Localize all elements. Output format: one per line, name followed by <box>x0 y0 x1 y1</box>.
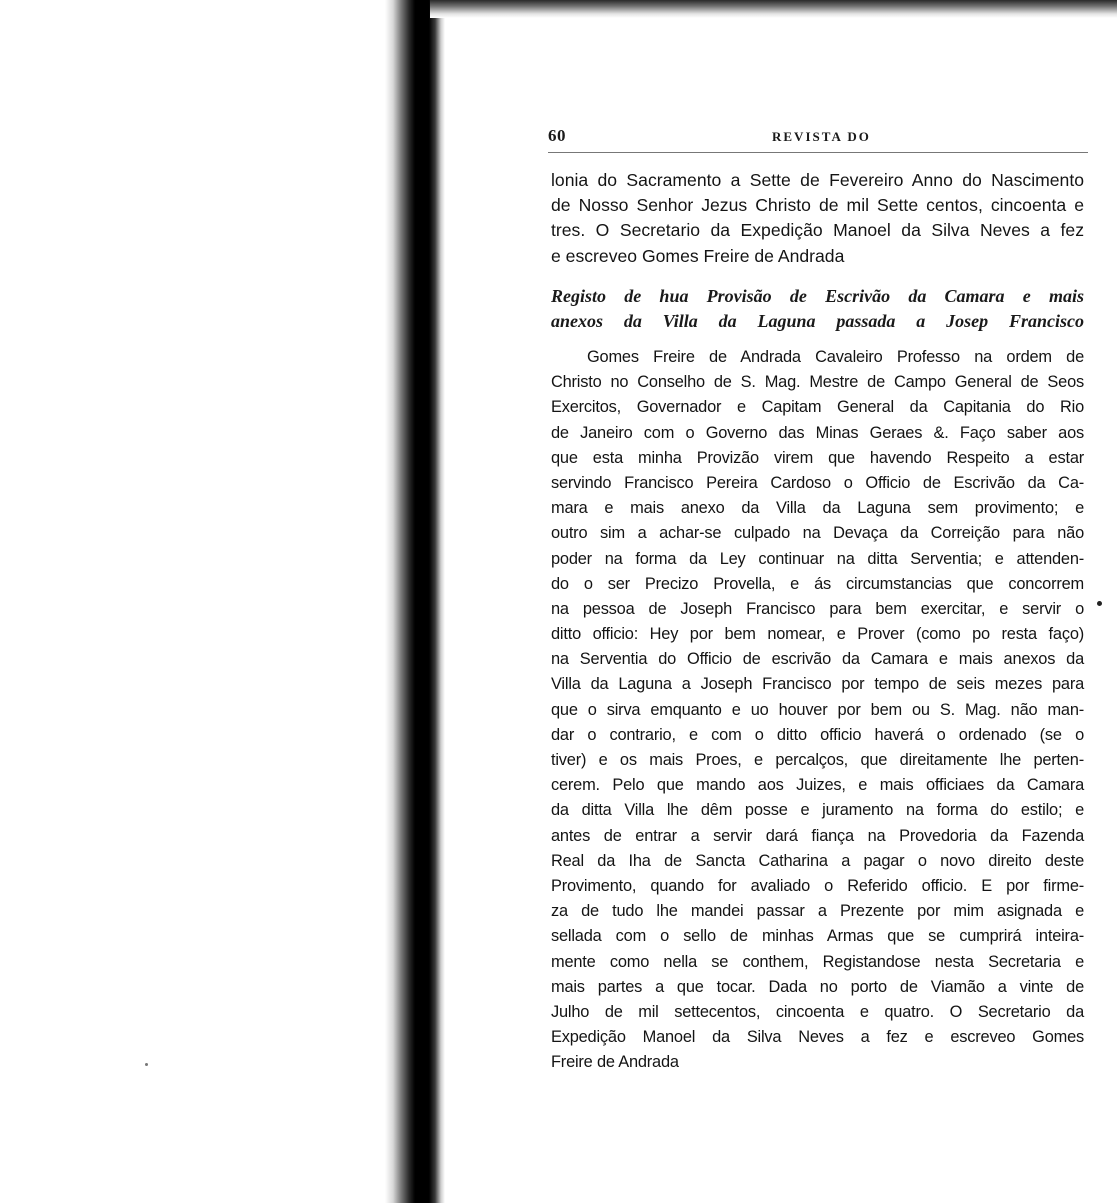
text-line: tres. O Secretario da Expedição Manoel da Silva Neves a fez <box>551 220 1084 241</box>
title-line: anexos da Villa da Laguna passada a Josep Francisco <box>551 311 1084 332</box>
text-line: za de tudo lhe mandei passar a Prezente por mim asignada e <box>551 902 1084 921</box>
section-title <box>551 284 1084 334</box>
text-line: de Janeiro com o Governo das Minas Geraes &. Faço saber aos <box>551 423 1084 442</box>
page-number: 60 <box>548 126 566 145</box>
body-paragraph <box>551 345 1084 1075</box>
text-line: outro sim a achar-se culpado na Devaça da Correição para não <box>551 524 1084 543</box>
text-line: Provimento, quando for avaliado o Referido officio. E por firme- <box>551 876 1084 895</box>
text-line: Exercitos, Governador e Capitam General da Capitania do Rio <box>551 398 1084 417</box>
text-line: antes de entrar a servir dará fiança na Provedoria da Fazenda <box>551 826 1084 845</box>
text-line: tiver) e os mais Proes, e percalços, que direitamente lhe perten- <box>551 751 1084 769</box>
text-line: sellada com o sello de minhas Armas que se cumprirá inteira- <box>551 927 1084 946</box>
text-line: Expedição Manoel da Silva Neves a fez e escreveo Gomes <box>551 1028 1084 1047</box>
opening-paragraph <box>551 168 1084 269</box>
text-line: que esta minha Provizão virem que havendo Respeito a estar <box>551 448 1084 467</box>
text-line: da ditta Villa lhe dêm posse e juramento na forma do estilo; e <box>551 801 1084 820</box>
dust-speck <box>145 1063 148 1066</box>
margin-mark <box>1097 601 1102 606</box>
running-head: REVISTA DO <box>772 129 871 144</box>
text-line: mente como nella se conthem, Registandose nesta Secretaria e <box>551 952 1084 971</box>
text-line: cerem. Pelo que mando aos Juizes, e mais officiaes da Camara <box>551 776 1084 795</box>
text-line: lonia do Sacramento a Sette de Fevereiro Anno do Nascimento <box>551 170 1084 190</box>
page-header <box>548 124 1088 153</box>
text-line: Christo no Conselho de S. Mag. Mestre de Campo General de Seos <box>551 373 1084 392</box>
text-line: que o sirva emquanto e uo houver por bem ou S. Mag. não man- <box>551 700 1084 719</box>
book-spine-shadow <box>385 0 445 1203</box>
text-line: Julho de mil settecentos, cincoenta e quatro. O Secretario da <box>551 1002 1084 1021</box>
page-top-shadow <box>430 0 1117 18</box>
text-line: na Serventia do Officio de escrivão da Camara e mais anexos da <box>551 650 1084 669</box>
text-line: Real da Iha de Sancta Catharina a pagar o novo direito deste <box>551 851 1084 870</box>
text-line: na pessoa de Joseph Francisco para bem exercitar, e servir o <box>551 599 1084 618</box>
text-line: de Nosso Senhor Jezus Christo de mil Sette centos, cincoenta e <box>551 195 1084 216</box>
text-line: do o ser Precizo Provella, e ás circumstancias que concorrem <box>551 574 1084 593</box>
title-line: Registo de hua Provisão de Escrivão da Camara e mais <box>551 286 1084 306</box>
text-line: mais partes a que tocar. Dada no porto de Viamão a vinte de <box>551 977 1084 996</box>
text-line: mara e mais anexo da Villa da Laguna sem provimento; e <box>551 499 1084 518</box>
text-line: Villa da Laguna a Joseph Francisco por tempo de seis mezes para <box>551 675 1084 694</box>
text-line: poder na forma da Ley continuar na ditta Serventia; e attenden- <box>551 549 1084 568</box>
text-line: e escreveo Gomes Freire de Andrada <box>551 245 845 266</box>
text-line: ditto officio: Hey por bem nomear, e Prover (como po resta faço) <box>551 625 1084 644</box>
text-line: Gomes Freire de Andrada Cavaleiro Professo na ordem de <box>587 348 1084 366</box>
text-line: Freire de Andrada <box>551 1053 679 1072</box>
scan-background <box>0 0 385 1203</box>
text-line: servindo Francisco Pereira Cardoso o Officio de Escrivão da Ca- <box>551 473 1084 492</box>
text-line: dar o contrario, e com o ditto officio haverá o ordenado (se o <box>551 725 1084 744</box>
